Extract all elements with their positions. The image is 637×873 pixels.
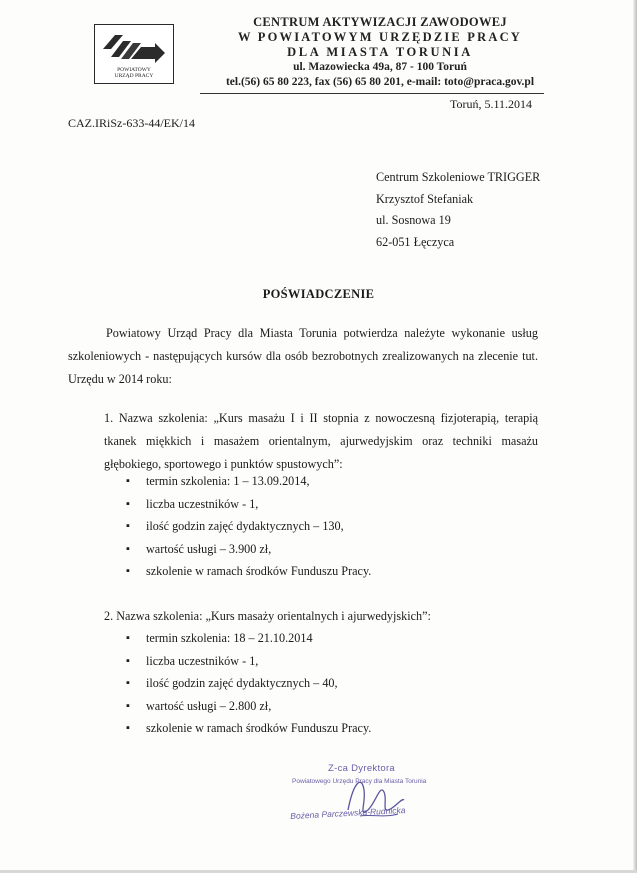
office-logo xyxy=(94,24,174,84)
recipient-person: Krzysztof Stefaniak xyxy=(376,192,474,206)
stamp-title: Z-ca Dyrektora xyxy=(328,763,396,774)
list-item: ▪ wartość usługi – 3.900 zł, xyxy=(126,538,371,561)
course-details-list xyxy=(126,470,371,583)
recipient-street: ul. Sosnowa 19 xyxy=(376,213,451,227)
list-item: ▪ ilość godzin zajęć dydaktycznych – 130, xyxy=(126,515,371,538)
reference-number: CAZ.IRiSz-633-44/EK/14 xyxy=(68,116,195,130)
list-item: ▪ termin szkolenia: 18 – 21.10.2014 xyxy=(126,627,371,650)
course-heading: 2. Nazwa szkolenia: „Kurs masaży orientalnych i ajurwedyjskich”: xyxy=(104,609,431,623)
list-item: ▪ liczba uczestników - 1, xyxy=(126,493,371,516)
arrow-cards-icon xyxy=(101,29,167,67)
scan-edge xyxy=(633,0,637,873)
list-item: ▪ wartość usługi – 2.800 zł, xyxy=(126,695,371,718)
course-heading: 1. Nazwa szkolenia: „Kurs masażu I i II stopnia z nowoczesną fizjoterapią, terapią tkanek miękkich i masażem orientalnym, ajurwedyjskim oraz techniki masażu głębokiego, sportowego i punktów spustowych”: xyxy=(104,411,538,471)
handwritten-signature xyxy=(340,770,410,830)
list-item: ▪ liczba uczestników - 1, xyxy=(126,650,371,673)
recipient-name: Centrum Szkoleniowe TRIGGER xyxy=(376,170,541,184)
letterhead-line: DLA MIASTA TORUNIA xyxy=(287,45,473,59)
list-item: ▪ szkolenie w ramach środków Funduszu Pracy. xyxy=(126,560,371,583)
stamp-name: Bożena Parczewska-Rudnicka xyxy=(290,804,406,821)
intro-paragraph: Powiatowy Urząd Pracy dla Miasta Torunia potwierdza należyte wykonanie usług szkoleniowych - następujących kursów dla osób bezrobotnych zrealizowanych na zlecenie tut. Urzędu w 2014 roku: xyxy=(68,326,538,386)
letterhead-line: W POWIATOWYM URZĘDZIE PRACY xyxy=(237,30,523,44)
list-item: ▪ ilość godzin zajęć dydaktycznych – 40, xyxy=(126,672,371,695)
logo-caption: POWIATOWY xyxy=(117,67,151,73)
letterhead-contact: tel.(56) 65 80 223, fax (56) 65 80 201, e-mail: toto@praca.gov.pl xyxy=(225,76,535,88)
logo-caption: URZĄD PRACY xyxy=(114,73,154,79)
recipient-city: 62-051 Łęczyca xyxy=(376,235,455,249)
stamp-office: Powiatowego Urzędu Pracy dla Miasta Torunia xyxy=(292,778,427,785)
course-details-list xyxy=(126,627,371,740)
letterhead-divider xyxy=(200,93,544,94)
document-date: Toruń, 5.11.2014 xyxy=(450,97,533,111)
list-item: ▪ szkolenie w ramach środków Funduszu Pracy. xyxy=(126,717,371,740)
document-title: POŚWIADCZENIE xyxy=(262,287,375,301)
list-item: ▪ termin szkolenia: 1 – 13.09.2014, xyxy=(126,470,371,493)
letterhead-line: CENTRUM AKTYWIZACJI ZAWODOWEJ xyxy=(253,15,507,29)
letterhead-address: ul. Mazowiecka 49a, 87 - 100 Toruń xyxy=(293,61,467,73)
